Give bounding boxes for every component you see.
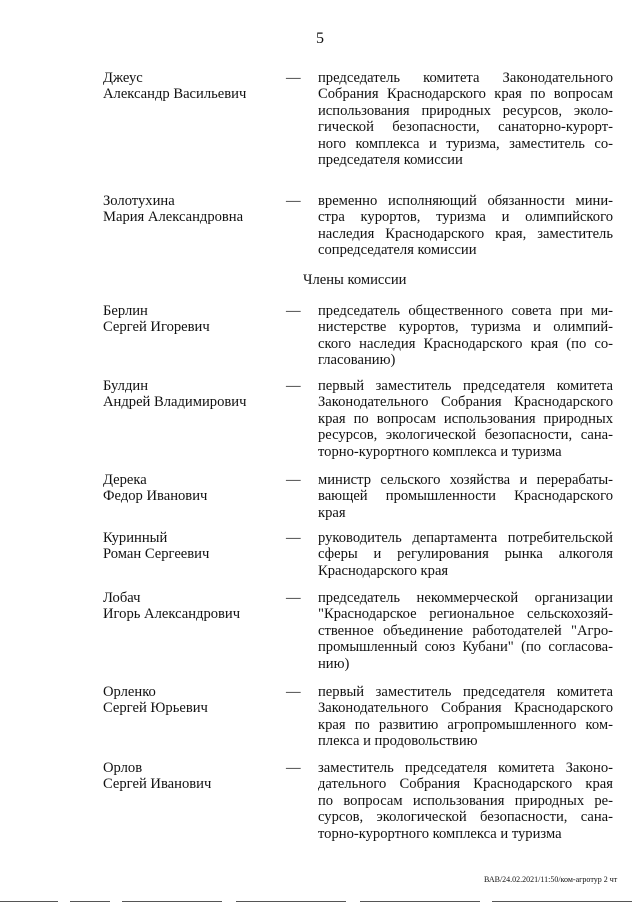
position-line: Собрания Краснодарского края по вопросам xyxy=(318,86,613,103)
member-given-name: Роман Сергеевич xyxy=(103,546,210,563)
member-given-name: Александр Васильевич xyxy=(103,86,247,103)
scan-artifact-line xyxy=(492,901,632,902)
scan-artifact-line xyxy=(0,901,58,902)
member-name xyxy=(103,193,288,226)
member-position xyxy=(318,472,613,521)
position-line: дательного Собрания Краснодарского края xyxy=(318,776,613,793)
member-surname: Дерека xyxy=(103,472,147,488)
member-given-name: Игорь Александрович xyxy=(103,606,241,623)
position-line: Краснодарского края xyxy=(318,562,449,579)
member-surname: Куринный xyxy=(103,530,168,546)
position-line: торно-курортного комплекса и туризма xyxy=(318,443,562,460)
position-line: "Краснодарское региональное сельскохозяй- xyxy=(318,606,613,623)
member-surname: Булдин xyxy=(103,378,148,394)
member-position xyxy=(318,70,613,168)
member-name xyxy=(103,472,288,505)
position-line: гласованию) xyxy=(318,352,396,369)
member-name xyxy=(103,760,288,793)
position-line: края по вопросам использования природных xyxy=(318,410,613,427)
dash-separator: — xyxy=(286,530,301,546)
position-line: гической безопасности, санаторно-курорт- xyxy=(318,119,613,136)
position-line: министр сельского хозяйства и перерабаты- xyxy=(318,472,613,488)
member-name xyxy=(103,378,288,411)
position-line: промышленный союз Кубани" (по согласова- xyxy=(318,639,613,656)
member-surname: Лобач xyxy=(103,590,141,606)
page-number: 5 xyxy=(316,30,324,47)
member-given-name: Андрей Владимирович xyxy=(103,394,247,411)
position-line: торно-курортного комплекса и туризма xyxy=(318,825,562,842)
position-line: стра курортов, туризма и олимпийского xyxy=(318,209,613,226)
position-line: вающей промышленности Краснодарского xyxy=(318,488,613,505)
member-name xyxy=(103,303,288,336)
member-name xyxy=(103,684,288,717)
position-line: Законодательного Собрания Краснодарского xyxy=(318,394,613,411)
member-surname: Джеус xyxy=(103,70,143,86)
dash-separator: — xyxy=(286,193,301,209)
position-line: сурсов, экологической безопасности, сана- xyxy=(318,809,613,826)
position-line: председатель некоммерческой организации xyxy=(318,590,613,606)
member-name xyxy=(103,590,288,623)
position-line: сопредседателя комиссии xyxy=(318,242,477,259)
position-line: ственное объединение работодателей "Агро- xyxy=(318,622,613,639)
position-line: председателя комиссии xyxy=(318,152,463,169)
member-surname: Орлов xyxy=(103,760,143,776)
position-line: руководитель департамента потребительской xyxy=(318,530,613,546)
position-line: первый заместитель председателя комитета xyxy=(318,378,613,394)
position-line: плекса и продовольствию xyxy=(318,733,478,750)
scan-artifact-line xyxy=(70,901,110,902)
member-given-name: Сергей Юрьевич xyxy=(103,700,208,717)
member-given-name: Сергей Иванович xyxy=(103,776,212,793)
member-surname: Орленко xyxy=(103,684,156,700)
position-line: ресурсов, экологической безопасности, сана- xyxy=(318,427,613,444)
member-surname: Берлин xyxy=(103,303,148,319)
position-line: сферы и регулирования рынка алкоголя xyxy=(318,546,613,563)
member-position xyxy=(318,530,613,579)
section-title: Члены комиссии xyxy=(303,272,407,288)
dash-separator: — xyxy=(286,303,301,319)
member-name xyxy=(103,530,288,563)
member-position xyxy=(318,378,613,460)
position-line: края xyxy=(318,504,346,521)
dash-separator: — xyxy=(286,684,301,700)
position-line: наследия Краснодарского края, заместитель xyxy=(318,225,613,242)
scan-artifact-line xyxy=(360,901,480,902)
position-line: председатель общественного совета при ми- xyxy=(318,303,613,319)
position-line: нию) xyxy=(318,655,350,672)
member-given-name: Сергей Игоревич xyxy=(103,319,210,336)
position-line: использования природных ресурсов, эколо- xyxy=(318,102,613,119)
member-name xyxy=(103,70,288,103)
position-line: заместитель председателя комитета Законо- xyxy=(318,760,613,776)
position-line: по вопросам использования природных ре- xyxy=(318,792,613,809)
member-given-name: Федор Иванович xyxy=(103,488,208,505)
member-surname: Золотухина xyxy=(103,193,175,209)
position-line: края по развитию агропромышленного ком- xyxy=(318,716,613,733)
position-line: Законодательного Собрания Краснодарского xyxy=(318,700,613,717)
document-footer-code: ВАВ/24.02.2021/11:50/ком-агротур 2 чт xyxy=(484,875,618,884)
scan-artifact-line xyxy=(122,901,222,902)
member-given-name: Мария Александровна xyxy=(103,209,244,226)
dash-separator: — xyxy=(286,70,301,86)
member-position xyxy=(318,303,613,369)
position-line: председатель комитета Законодательного xyxy=(318,70,613,86)
position-line: первый заместитель председателя комитета xyxy=(318,684,613,700)
dash-separator: — xyxy=(286,472,301,488)
position-line: ного комплекса и туризма, заместитель со- xyxy=(318,135,613,152)
dash-separator: — xyxy=(286,590,301,606)
scan-artifact-line xyxy=(236,901,346,902)
dash-separator: — xyxy=(286,760,301,776)
member-position xyxy=(318,590,613,672)
member-position xyxy=(318,760,613,842)
position-line: временно исполняющий обязанности мини- xyxy=(318,193,613,209)
dash-separator: — xyxy=(286,378,301,394)
position-line: ского наследия Краснодарского края (по со- xyxy=(318,335,613,352)
position-line: нистерстве курортов, туризма и олимпий- xyxy=(318,319,613,336)
member-position xyxy=(318,684,613,750)
member-position xyxy=(318,193,613,259)
